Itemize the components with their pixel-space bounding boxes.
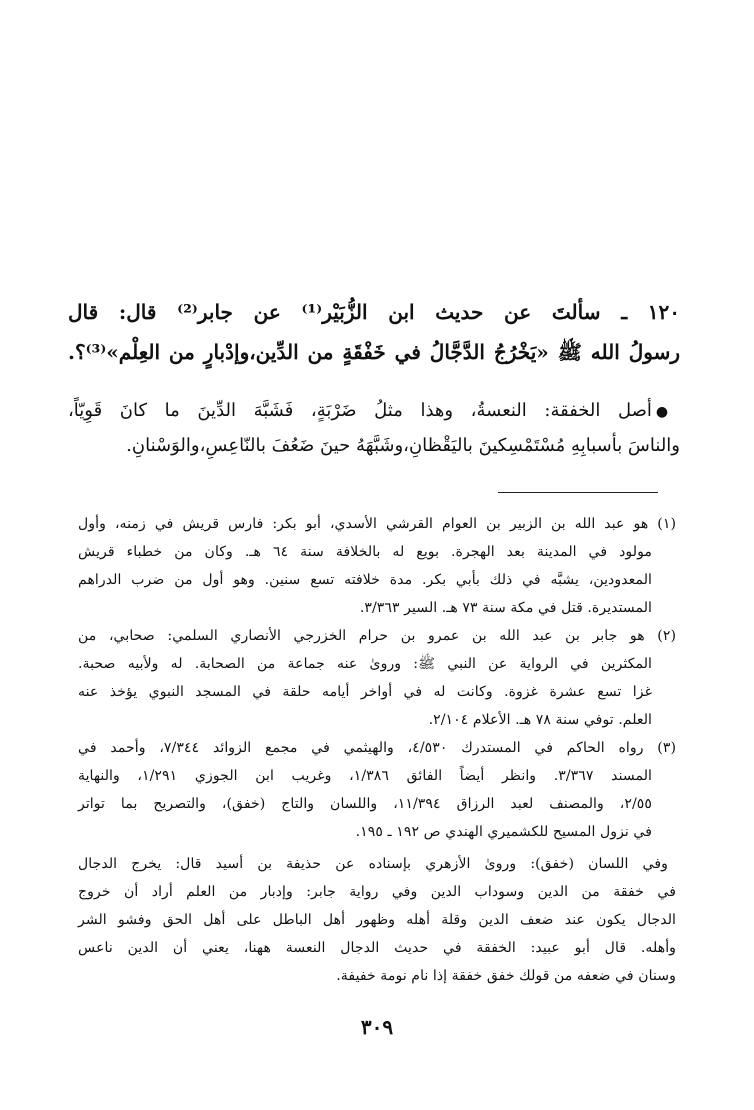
footnote-line: المسند ٣/٣٦٧. وانظر أيضاً الفائق ١/٣٨٦، وغريب ابن الجوزي ١/٢٩١، والنهاية xyxy=(78,768,652,784)
footnote-line: العلم. توفي سنة ٧٨ هـ. الأعلام ٢/١٠٤. xyxy=(428,712,652,728)
bullet-icon: ● xyxy=(655,404,680,420)
lisan-line: وفي اللسان (خفق): وروىٰ الأزهري بإسناده عن حذيفة بن أسيد قال: يخرج الدجال xyxy=(78,856,668,872)
footnote-line: المكثرين في الرواية عن النبي ﷺ: وروىٰ عنه جماعة من الصحابة. له ولأبيه صحبة. xyxy=(78,656,652,672)
explanation-line xyxy=(68,394,680,429)
question-line: رسولُ الله ﷺ «يَخْرُجُ الدَّجَّالُ في خَفْقَةٍ من الدِّين،وإدْبارٍ من العِلْم»⁽³⁾؟. xyxy=(68,340,680,364)
footnote-line: (٢) هو جابر بن عبد الله بن عمرو بن حرام الخزرجي الأنصاري السلمي: صحابي، من xyxy=(78,628,676,644)
lisan-note xyxy=(78,850,676,990)
page-number: ٣٠٩ xyxy=(360,1015,394,1039)
explanation-paragraph xyxy=(68,394,680,463)
footnote-line: في نزول المسيح للكشميري الهندي ص ١٩٢ ـ ١٩٥. xyxy=(355,824,652,840)
footnote-line: ٢/٥٥، والمصنف لعبد الرزاق ١١/٣٩٤، واللسان والتاج (خفق)، والتصريح بما تواتر xyxy=(78,796,652,812)
footnote-line: (١) هو عبد الله بن الزبير بن العوام القرشي الأسدي، أبو بكر: فارس قريش في زمنه، وأول xyxy=(78,516,676,532)
explanation-line: والناسَ بأسبابِهِ مُسْتَمْسِكينَ باليَقْظانِ،وشَبَّهَهُ حينَ ضَعُفَ بالنّاعِسِ،والوَسْنانِ. xyxy=(126,435,680,456)
footnote-line: مولود في المدينة بعد الهجرة. بويع له بالخلافة سنة ٦٤ هـ. وكان من خطباء قريش xyxy=(78,544,653,560)
question-paragraph xyxy=(68,292,680,372)
footnotes-section xyxy=(78,510,676,990)
footnote-1 xyxy=(78,510,676,622)
lisan-line: الدجال يكون عند ضعف الدين وقلة أهله وظهور أهل الباطل على أهل الحق وفشو الشر xyxy=(78,912,676,928)
footnote-2 xyxy=(78,622,676,734)
footnote-3 xyxy=(78,734,676,846)
explanation-text: أصل الخفقة: النعسةُ، وهذا مثلُ ضَرْبَةٍ، فَشَبَّهَ الدِّينَ ما كانَ قَوِيّاً، xyxy=(68,400,652,421)
footnote-line: غزا تسع عشرة غزوة. وكانت له في أواخر أيامه حلقة في المسجد النبوي يؤخذ عنه xyxy=(78,684,652,700)
footnote-line: المعدودين، يشبَّه في ذلك بأبي بكر. مدة خلافته تسع سنين. وهو أول من ضرب الدراهم xyxy=(78,572,652,588)
lisan-line: وسنان في ضعفه من قولك خفق خفقة إذا نام نومة خفيفة. xyxy=(336,968,676,984)
lisan-line: في خفقة من الدين وسوداب الدين وفي رواية جابر: وإدبار من العلم أراد أن خروج xyxy=(78,884,676,900)
lisan-line: وأهله. قال أبو عبيد: الخفقة في حديث الدجال النعسة ههنا، يعني أن الدين ناعس xyxy=(78,940,676,956)
footnote-separator xyxy=(498,492,658,493)
footnote-line: (٣) رواه الحاكم في المستدرك ٤/٥٣٠، والهيثمي في مجمع الزوائد ٧/٣٤٤، وأحمد في xyxy=(78,740,677,756)
footnote-line: المستديرة. قتل في مكة سنة ٧٣ هـ. السير ٣/٣٦٣. xyxy=(359,600,652,616)
question-line: ١٢٠ ـ سألتَ عن حديث ابن الزُّبَيْر⁽¹⁾ عن جابر⁽²⁾ قال: قال xyxy=(68,300,681,324)
